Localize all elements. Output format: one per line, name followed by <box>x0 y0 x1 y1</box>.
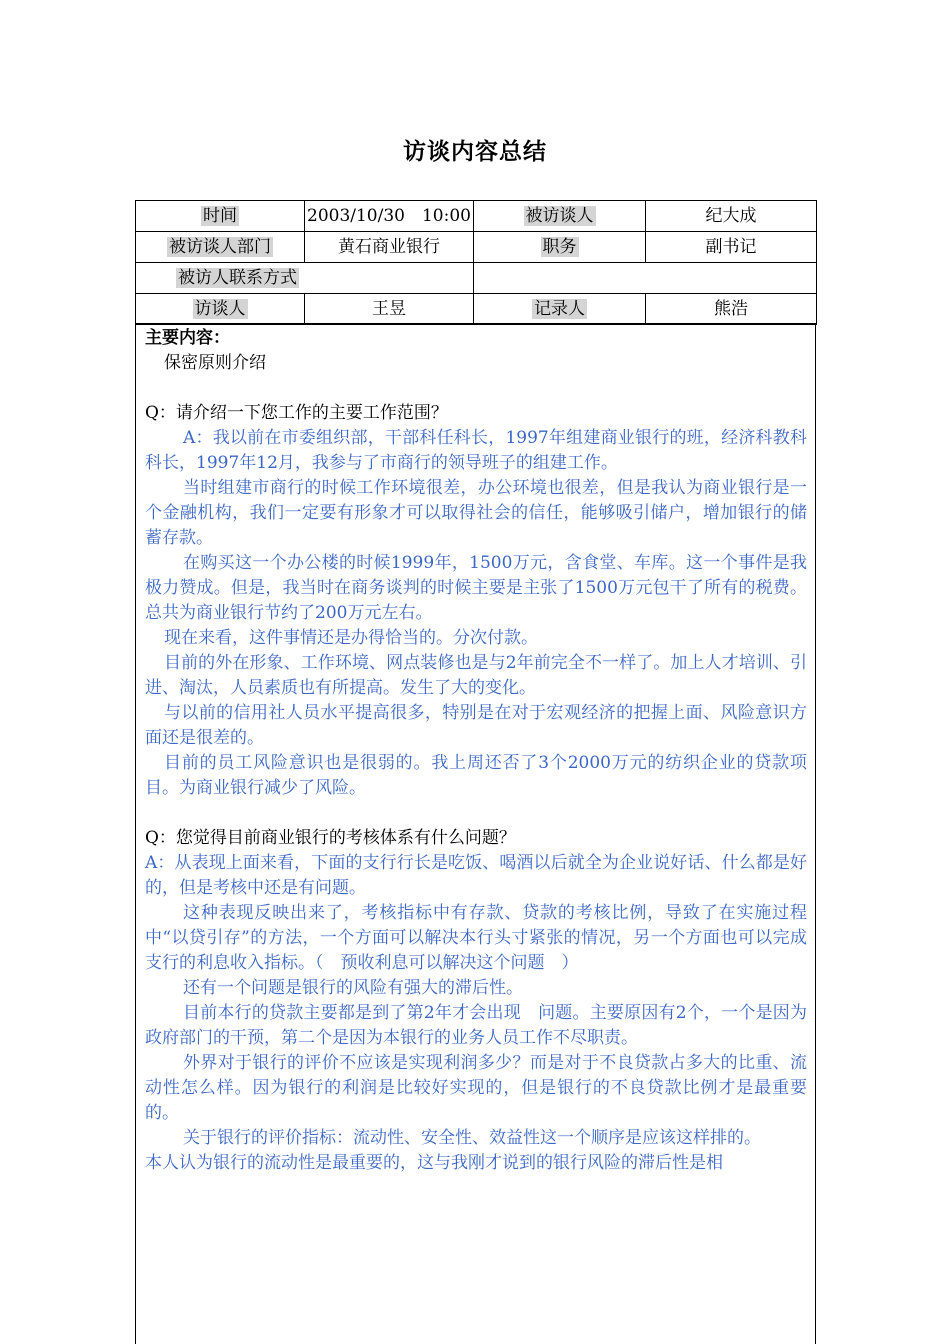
contact-value <box>474 263 817 294</box>
table-row <box>136 201 817 232</box>
question-2: Q：您觉得目前商业银行的考核体系有什么问题？ <box>145 828 516 848</box>
answer-2-paragraph: 关于银行的评价指标：流动性、安全性、效益性这一个顺序是应该这样排的。 <box>183 1128 761 1148</box>
table-row <box>136 294 817 325</box>
answer-2-paragraph: 目前本行的贷款主要都是到了第2年才会出现 问题。主要原因有2个，一个是因为政府部门的干预，第二个是因为本银行的业务人员工作不尽职责。 <box>145 1003 807 1048</box>
answer-1-paragraph: 目前的外在形象、工作环境、网点装修也是与2年前完全不一样了。加上人才培训、引进、淘汰，人员素质也有所提高。发生了大的变化。 <box>145 653 807 698</box>
answer-2-paragraph: 还有一个问题是银行的风险有强大的滞后性。 <box>183 978 523 998</box>
spacer <box>145 801 807 826</box>
time-value: 2003/10/30 10:00 <box>305 201 474 232</box>
recorder-value: 熊浩 <box>646 294 817 325</box>
position-label-cell <box>474 232 646 263</box>
answer-2-paragraph: 这种表现反映出来了，考核指标中有存款、贷款的考核比例，导致了在实施过程中“以贷引存”的方法，一个方面可以解决本行头寸紧张的情况，另一个方面也可以完成支行的利息收入指标。（ 预收利息可以解决这个问题 ） <box>145 903 807 973</box>
page-title: 访谈内容总结 <box>403 139 547 165</box>
table-row <box>136 232 817 263</box>
position-value: 副书记 <box>646 232 817 263</box>
answer-2-paragraph: 外界对于银行的评价不应该是实现利润多少？而是对于不良贷款占多大的比重、流动性怎么样。因为银行的利润是比较好实现的，但是银行的不良贷款比例才是最重要的。 <box>145 1053 807 1123</box>
recorder-label: 记录人 <box>534 299 585 319</box>
interviewer-value: 王昱 <box>305 294 474 325</box>
dept-label-cell <box>136 232 305 263</box>
contact-label: 被访人联系方式 <box>178 268 297 288</box>
content-heading: 主要内容： <box>145 328 230 348</box>
interviewer-label-cell <box>136 294 305 325</box>
time-label-cell <box>136 201 305 232</box>
answer-1-paragraph: 当时组建市商行的时候工作环境很差，办公环境也很差，但是我认为商业银行是一个金融机构，我们一定要有形象才可以取得社会的信任，能够吸引储户，增加银行的储蓄存款。 <box>145 478 807 548</box>
recorder-label-cell <box>474 294 646 325</box>
question-1: Q：请介绍一下您工作的主要工作范围？ <box>145 403 448 423</box>
position-label: 职务 <box>542 237 577 257</box>
contact-label-cell <box>136 263 474 294</box>
answer-1-paragraph: A：我以前在市委组织部，干部科任科长，1997年组建商业银行的班，经济科教科科长，1997年12月，我参与了市商行的领导班子的组建工作。 <box>145 428 807 473</box>
answer-1-paragraph: 现在来看，这件事情还是办得恰当的。分次付款。 <box>164 628 538 648</box>
answer-2-paragraph: A：从表现上面来看，下面的支行行长是吃饭、喝酒以后就全为企业说好话、什么都是好的，但是考核中还是有问题。 <box>145 853 807 898</box>
interviewee-value: 纪大成 <box>646 201 817 232</box>
interviewer-label: 访谈人 <box>194 299 246 319</box>
answer-1-paragraph: 与以前的信用社人员水平提高很多，特别是在对于宏观经济的把握上面、风险意识方面还是很差的。 <box>145 703 807 748</box>
answer-1-paragraph: 目前的员工风险意识也是很弱的。我上周还否了3个2000万元的纺织企业的贷款项目。为商业银行减少了风险。 <box>145 753 807 798</box>
intro-text: 保密原则介绍 <box>164 353 266 373</box>
interviewee-label: 被访谈人 <box>525 206 594 226</box>
main-content <box>135 323 816 1344</box>
answer-1-paragraph: 在购买这一个办公楼的时候1999年，1500万元，含食堂、车库。这一个事件是我极力赞成。但是，我当时在商务谈判的时候主要是主张了1500万元包干了所有的税费。总共为商业银行节约了200万元左右。 <box>145 553 807 623</box>
interview-info-table <box>135 200 817 325</box>
answer-2-paragraph: 本人认为银行的流动性是最重要的，这与我刚才说到的银行风险的滞后性是相 <box>145 1153 723 1173</box>
time-label: 时间 <box>203 206 237 226</box>
dept-value: 黄石商业银行 <box>305 232 474 263</box>
table-row <box>136 263 817 294</box>
dept-label: 被访谈人部门 <box>169 237 271 257</box>
interviewee-label-cell <box>474 201 646 232</box>
spacer <box>145 376 807 401</box>
